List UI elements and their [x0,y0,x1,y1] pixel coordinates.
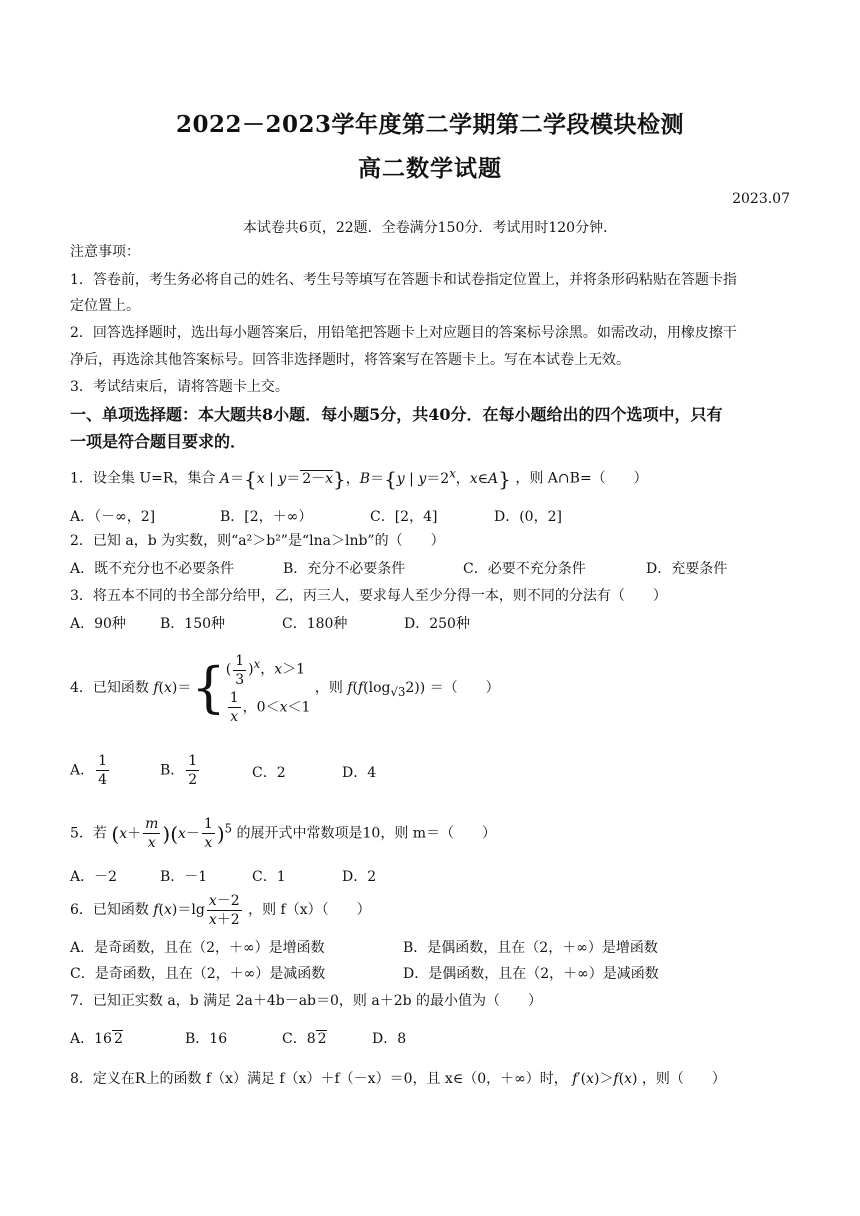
q8-prefix: 8．定义在R上的函数 f（x）满足 f（x）＋f（－x）＝0，且 x∈（0，＋∞）时， [70,1071,568,1087]
q2-option-b: B．充分不必要条件 [283,561,406,577]
exam-date: 2023.07 [732,191,790,207]
q4-tail: ＝（ ） [429,680,500,696]
question-4 [70,650,792,732]
q1-set-formula: A＝{x | y＝ 2－x}，B＝{y | $y=2^x$，x∈A} [219,466,511,491]
question-1 [70,462,792,490]
q1-suffix: ，则 A∩B=（ ） [515,470,648,487]
q3-option-b: B．150种 [160,616,226,632]
q3-option-d: D．250种 [404,616,470,632]
q7-option-d: D．8 [372,1031,407,1047]
q5-option-a: A．－2 [70,869,118,885]
note-3: 3．考试结束后，请将答题卡上交。 [70,379,289,395]
exam-subtitle: 高二数学试题 [358,155,502,182]
question-2: 2．已知 a，b 为实数，则“a²＞b²”是“lna＞lnb”的（ ） [70,533,445,549]
q4-option-c: C．2 [252,765,286,781]
note-2b: 净后，再选涂其他答案标号。回答非选择题时，将答案写在答题卡上。写在本试卷上无效。 [70,352,630,368]
q8-suffix: ，则（ ） [641,1071,726,1087]
question-7: 7．已知正实数 a，b 满足 2a＋4b－ab＝0，则 a＋2b 的最小值为（ ） [70,993,543,1009]
question-5 [70,808,792,854]
q2-option-a: A．既不充分也不必要条件 [70,561,235,577]
q8-condition: f′(x)＞f(x) [572,1071,638,1087]
q3-option-a: A．90种 [70,616,126,632]
q6-option-c: C．是奇函数，且在（2，＋∞）是减函数 [70,966,326,982]
note-1a: 1．答卷前，考生务必将自己的姓名、考生号等填写在答题卡和试卷指定位置上，并将条形码粘贴在答题卡指 [70,272,737,288]
q4-option-b: B． $\frac{1}{2}$ [160,753,198,788]
q6-option-b: B．是偶函数，且在（2，＋∞）是增函数 [403,940,658,956]
question-6 [70,890,792,930]
q1-option-d: D．(0，2] [494,509,562,525]
section-heading-a: 一、单项选择题：本大题共8小题．每小题5分，共40分．在每小题给出的四个选项中，只有 [70,405,723,424]
q3-option-c: C．180种 [282,616,348,632]
q6-formula: f(x)＝lg $\frac{x-2}{x+2}$ [153,892,240,928]
question-3: 3．将五本不同的书全部分给甲，乙，丙三人，要求每人至少分得一本，则不同的分法有（ ） [70,588,667,604]
q6-prefix: 6．已知函数 [70,902,154,918]
q4-prefix: 4．已知函数 [70,680,154,696]
q1-option-b: B．[2，＋∞） [220,509,313,525]
q7-option-b: B．16 [185,1031,228,1047]
exam-info: 本试卷共6页，22题．全卷满分150分．考试用时120分钟． [242,220,618,236]
q5-option-d: D．2 [342,869,377,885]
q6-option-a: A．是奇函数，且在（2，＋∞）是增函数 [70,940,325,956]
q1-option-c: C．[2，4] [370,509,438,525]
q1-option-a: A．（－∞，2] [70,509,156,525]
note-2a: 2．回答选择题时，选出每小题答案后，用铅笔把答题卡上对应题目的答案标号涂黑。如需改动，用橡皮擦干 [70,325,737,341]
q7-option-a: A．16 2 [70,1031,123,1047]
q4-mid: ，则 [314,680,348,696]
q4-expression: $f(f(\log_{√3}2))$ [347,680,426,699]
q4-option-d: D．4 [342,765,377,781]
notes-heading: 注意事项： [70,244,140,260]
q5-prefix: 5．若 [70,825,107,842]
section-heading-b: 一项是符合题目要求的． [70,432,247,451]
q4-piecewise: f(x)＝{ ( $\frac{1}{3}$ )$^x$，x＞1 $\frac{1}{x}$ ，0＜x＜1 [153,652,311,725]
q6-suffix: ，则 f（x）（ ） [248,902,371,918]
question-8 [70,1068,792,1090]
q5-option-c: C．1 [252,869,286,885]
exam-title: 2022－2023学年度第二学期第二学段模块检测 [175,111,685,138]
q5-suffix: 的展开式中常数项是10，则 m＝（ ） [236,825,497,842]
q2-option-d: D．充要条件 [646,561,728,577]
q2-option-c: C．必要不充分条件 [463,561,586,577]
q1-prefix: 1．设全集 U=R，集合 [70,470,220,487]
q6-option-d: D．是偶函数，且在（2，＋∞）是减函数 [403,966,659,982]
q5-expression: (x＋ $\frac{m}{x}$ )(x－ $\frac{1}{x}$ )$^5$ [111,816,233,852]
q4-option-a: A． $\frac{1}{4}$ [70,753,108,788]
q7-option-c: C．8 2 [282,1031,327,1047]
q5-option-b: B．－1 [160,869,208,885]
note-1b: 定位置上。 [70,298,140,314]
